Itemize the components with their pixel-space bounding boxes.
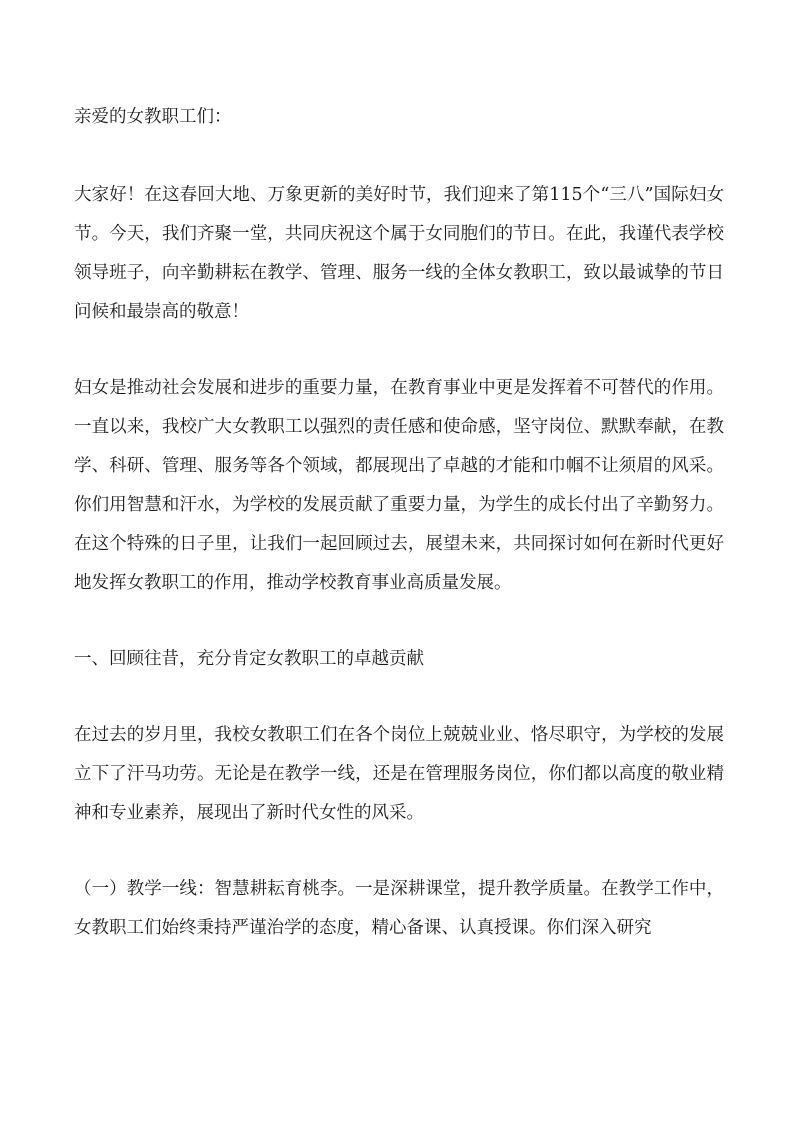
greeting-paragraph: 大家好！在这春回大地、万象更新的美好时节，我们迎来了第115个“三八”国际妇女节。今天，我们齐聚一堂，共同庆祝这个属于女同胞们的节日。在此，我谨代表学校领导班子，向辛勤耕耘在教学、管理、服务一线的全体女教职工，致以最诚挚的节日问候和最崇高的敬意！ — [74, 185, 724, 322]
document-page — [74, 98, 724, 985]
section-heading: 一、回顾往昔，充分肯定女教职工的卓越贡献 — [74, 649, 424, 669]
contribution-paragraph: 妇女是推动社会发展和进步的重要力量，在教育事业中更是发挥着不可替代的作用。一直以来，我校广大女教职工以强烈的责任感和使命感，坚守岗位、默默奉献，在教学、科研、管理、服务等各个领域，都展现出了卓越的才能和巾帼不让须眉的风采。你们用智慧和汗水，为学校的发展贡献了重要力量，为学生的成长付出了辛勤努力。在这个特殊的日子里，让我们一起回顾过去，展望未来，共同探讨如何在新时代更好地发挥女教职工的作用，推动学校教育事业高质量发展。 — [74, 378, 724, 593]
salutation: 亲爱的女教职工们： — [74, 107, 232, 127]
review-paragraph: 在过去的岁月里，我校女教职工们在各个岗位上兢兢业业、恪尽职守，为学校的发展立下了汗马功劳。无论是在教学一线，还是在管理服务岗位，你们都以高度的敬业精神和专业素养，展现出了新时代女性的风采。 — [74, 725, 724, 823]
teaching-paragraph: （一）教学一线：智慧耕耘育桃李。一是深耕课堂，提升教学质量。在教学工作中，女教职工们始终秉持严谨治学的态度，精心备课、认真授课。你们深入研究 — [74, 879, 724, 938]
